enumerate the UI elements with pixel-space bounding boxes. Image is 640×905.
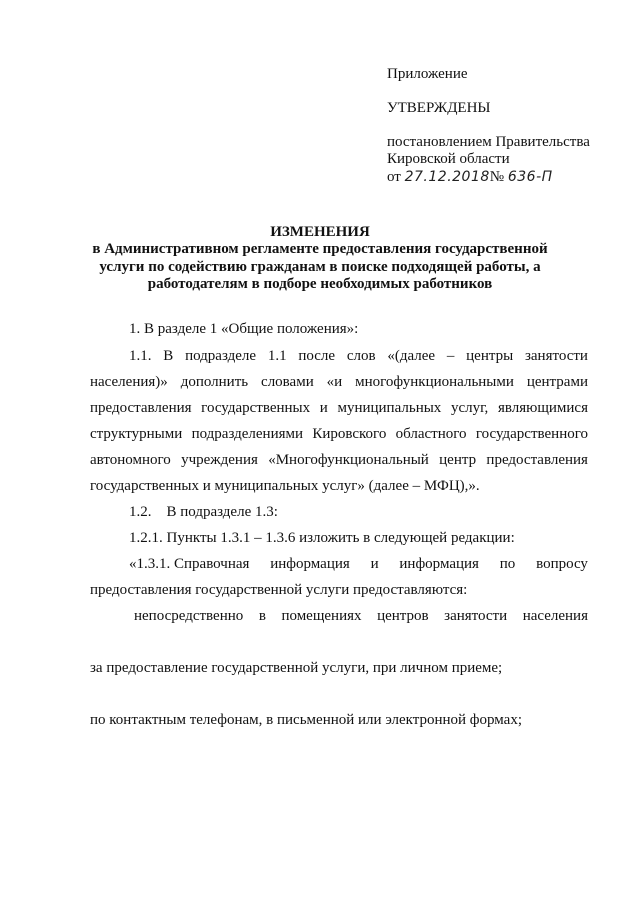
word: занятости: [444, 608, 508, 624]
word: центры: [466, 348, 514, 364]
paragraph-2-line-6: государственных и муниципальных услуг» (далее – МФЦ),».: [90, 478, 480, 494]
paragraph-7-line-2: по контактным телефонам, в письменной или электронной формах;: [90, 712, 522, 728]
word: «1.3.1. Справочная: [129, 556, 250, 572]
word: подразделе: [185, 348, 257, 364]
number-prefix: №: [489, 169, 505, 185]
word: Кировского: [312, 426, 387, 442]
word: информация: [270, 556, 350, 572]
word: В: [163, 348, 174, 364]
word: учреждения: [181, 452, 258, 468]
word: автономного: [90, 452, 171, 468]
word: «и: [326, 374, 343, 390]
paragraph-2-line-5: [90, 453, 588, 468]
title-heading: ИЗМЕНЕНИЯ: [270, 224, 370, 240]
word: областного: [395, 426, 467, 442]
word: дополнить: [180, 374, 249, 390]
word: информация: [399, 556, 479, 572]
word: после: [298, 348, 336, 364]
word: многофункциональными: [355, 374, 514, 390]
paragraph-5-line-1: [129, 557, 588, 572]
word: муниципальных: [337, 400, 442, 416]
paragraph-2-line-1: [129, 349, 588, 364]
paragraph-5-line-2: предоставления государственной услуги предоставляются:: [90, 582, 468, 598]
from-prefix: от: [387, 169, 401, 185]
word: помещениях: [281, 608, 362, 624]
word: в: [258, 608, 266, 624]
word: населения: [522, 608, 588, 624]
paragraph-6-line-3: за предоставление государственной услуги, при личном приеме;: [90, 660, 503, 676]
appendix-label: Приложение: [387, 66, 468, 82]
word: вопросу: [536, 556, 588, 572]
word: 1.1: [267, 348, 287, 364]
word: занятости: [524, 348, 588, 364]
word: центров: [377, 608, 429, 624]
word: предоставления: [90, 400, 192, 416]
word: населения)»: [90, 374, 168, 390]
paragraph-1: 1. В разделе 1 «Общие положения»:: [129, 321, 359, 337]
resolution-line-1: постановлением Правительства: [387, 134, 590, 150]
handwritten-date: 27.12.2018: [404, 169, 490, 185]
word: 1.1.: [129, 348, 152, 364]
word: «Многофункциональный: [268, 452, 429, 468]
word: государственного: [475, 426, 588, 442]
handwritten-number: 636-П: [507, 169, 553, 185]
word: предоставления: [486, 452, 588, 468]
word: и: [370, 556, 379, 572]
paragraph-2-line-4: [90, 427, 588, 442]
word: слов: [346, 348, 376, 364]
word: по: [499, 556, 516, 572]
word: подразделениями: [191, 426, 304, 442]
word: структурными: [90, 426, 183, 442]
paragraph-3: 1.2. В подразделе 1.3:: [129, 504, 278, 520]
approved-label: УТВЕРЖДЕНЫ: [387, 100, 491, 116]
paragraph-2-line-3: [90, 401, 588, 416]
word: непосредственно: [134, 608, 244, 624]
word: –: [446, 348, 455, 364]
paragraph-6-line-1: [134, 609, 588, 624]
word: являющимися: [497, 400, 588, 416]
word: словами: [261, 374, 314, 390]
title-line-2: услуги по содействию гражданам в поиске подходящей работы, а: [99, 259, 541, 275]
word: центрами: [526, 374, 588, 390]
word: центр: [439, 452, 477, 468]
paragraph-4: 1.2.1. Пункты 1.3.1 – 1.3.6 изложить в следующей редакции:: [129, 530, 515, 546]
paragraph-2-line-2: [90, 375, 588, 390]
title-line-3: работодателям в подборе необходимых работников: [147, 276, 493, 292]
title-line-1: в Административном регламенте предоставления государственной: [92, 241, 548, 257]
word: государственных: [201, 400, 311, 416]
word: и: [319, 400, 328, 416]
word: услуг,: [450, 400, 489, 416]
resolution-line-2: Кировской области: [387, 151, 510, 167]
word: «(далее: [387, 348, 436, 364]
resolution-date-line: [387, 170, 553, 185]
